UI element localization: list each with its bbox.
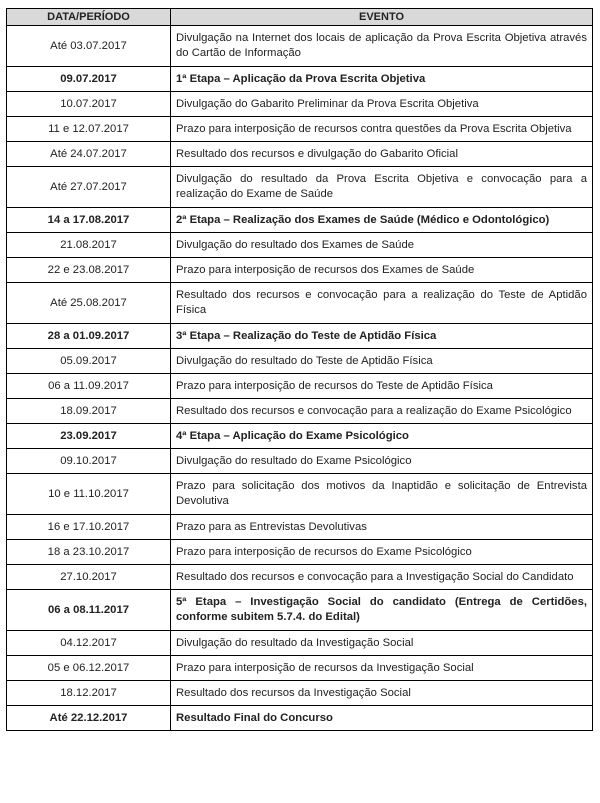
row-date: 05.09.2017 <box>7 349 171 374</box>
header-row <box>7 9 593 26</box>
row-date: 11 e 12.07.2017 <box>7 117 171 142</box>
table-body <box>7 26 593 731</box>
row-event: 2ª Etapa – Realização dos Exames de Saúde (Médico e Odontológico) <box>171 208 593 233</box>
row-event: 3ª Etapa – Realização do Teste de Aptidão Física <box>171 324 593 349</box>
row-date: 18.09.2017 <box>7 399 171 424</box>
table-row <box>7 26 593 67</box>
table-row <box>7 565 593 590</box>
row-event: Resultado dos recursos e convocação para a realização do Teste de Aptidão Física <box>171 283 593 324</box>
table-header <box>7 9 593 26</box>
header-event: EVENTO <box>171 9 593 26</box>
table-row <box>7 349 593 374</box>
row-date: 10.07.2017 <box>7 92 171 117</box>
row-event: Prazo para as Entrevistas Devolutivas <box>171 515 593 540</box>
table-row <box>7 374 593 399</box>
row-date: 14 a 17.08.2017 <box>7 208 171 233</box>
table-row <box>7 283 593 324</box>
schedule-table <box>6 8 593 731</box>
row-event: Resultado dos recursos e convocação para a realização do Exame Psicológico <box>171 399 593 424</box>
row-date: 21.08.2017 <box>7 233 171 258</box>
header-date: DATA/PERÍODO <box>7 9 171 26</box>
row-date: Até 22.12.2017 <box>7 706 171 731</box>
table-row <box>7 208 593 233</box>
row-event: Prazo para interposição de recursos dos Exames de Saúde <box>171 258 593 283</box>
table-row <box>7 399 593 424</box>
table-row <box>7 67 593 92</box>
table-row <box>7 590 593 631</box>
row-date: 18.12.2017 <box>7 681 171 706</box>
table-row <box>7 681 593 706</box>
row-date: 06 a 08.11.2017 <box>7 590 171 631</box>
row-event: Divulgação do resultado do Teste de Aptidão Física <box>171 349 593 374</box>
table-row <box>7 656 593 681</box>
row-event: Divulgação do resultado da Investigação Social <box>171 631 593 656</box>
table-row <box>7 474 593 515</box>
table-row <box>7 324 593 349</box>
row-date: Até 27.07.2017 <box>7 167 171 208</box>
table-row <box>7 631 593 656</box>
row-event: Prazo para interposição de recursos do Teste de Aptidão Física <box>171 374 593 399</box>
row-date: Até 25.08.2017 <box>7 283 171 324</box>
table-row <box>7 706 593 731</box>
row-date: 22 e 23.08.2017 <box>7 258 171 283</box>
row-date: 28 a 01.09.2017 <box>7 324 171 349</box>
row-event: Prazo para interposição de recursos do Exame Psicológico <box>171 540 593 565</box>
row-date: 06 a 11.09.2017 <box>7 374 171 399</box>
row-event: Divulgação do Gabarito Preliminar da Prova Escrita Objetiva <box>171 92 593 117</box>
row-date: 27.10.2017 <box>7 565 171 590</box>
table-row <box>7 449 593 474</box>
table-row <box>7 540 593 565</box>
table-row <box>7 142 593 167</box>
row-date: Até 24.07.2017 <box>7 142 171 167</box>
row-date: 10 e 11.10.2017 <box>7 474 171 515</box>
table-row <box>7 92 593 117</box>
row-event: Divulgação na Internet dos locais de aplicação da Prova Escrita Objetiva através do Cartão de Informação <box>171 26 593 67</box>
row-event: Resultado Final do Concurso <box>171 706 593 731</box>
row-event: Resultado dos recursos e divulgação do Gabarito Oficial <box>171 142 593 167</box>
table-row <box>7 515 593 540</box>
row-event: Resultado dos recursos e convocação para a Investigação Social do Candidato <box>171 565 593 590</box>
row-date: 18 a 23.10.2017 <box>7 540 171 565</box>
row-date: 16 e 17.10.2017 <box>7 515 171 540</box>
row-date: 05 e 06.12.2017 <box>7 656 171 681</box>
row-event: Prazo para interposição de recursos da Investigação Social <box>171 656 593 681</box>
table-row <box>7 117 593 142</box>
row-event: 5ª Etapa – Investigação Social do candidato (Entrega de Certidões, conforme subitem 5.7.4. do Edital) <box>171 590 593 631</box>
row-event: 4ª Etapa – Aplicação do Exame Psicológico <box>171 424 593 449</box>
row-event: Divulgação do resultado dos Exames de Saúde <box>171 233 593 258</box>
row-date: 04.12.2017 <box>7 631 171 656</box>
table-row <box>7 258 593 283</box>
row-date: 09.10.2017 <box>7 449 171 474</box>
row-event: Divulgação do resultado da Prova Escrita Objetiva e convocação para a realização do Exame de Saúde <box>171 167 593 208</box>
row-event: Resultado dos recursos da Investigação Social <box>171 681 593 706</box>
table-row <box>7 233 593 258</box>
row-date: Até 03.07.2017 <box>7 26 171 67</box>
table-row <box>7 424 593 449</box>
row-event: 1ª Etapa – Aplicação da Prova Escrita Objetiva <box>171 67 593 92</box>
table-row <box>7 167 593 208</box>
row-event: Prazo para interposição de recursos contra questões da Prova Escrita Objetiva <box>171 117 593 142</box>
row-event: Divulgação do resultado do Exame Psicológico <box>171 449 593 474</box>
row-event: Prazo para solicitação dos motivos da Inaptidão e solicitação de Entrevista Devolutiva <box>171 474 593 515</box>
row-date: 23.09.2017 <box>7 424 171 449</box>
row-date: 09.07.2017 <box>7 67 171 92</box>
